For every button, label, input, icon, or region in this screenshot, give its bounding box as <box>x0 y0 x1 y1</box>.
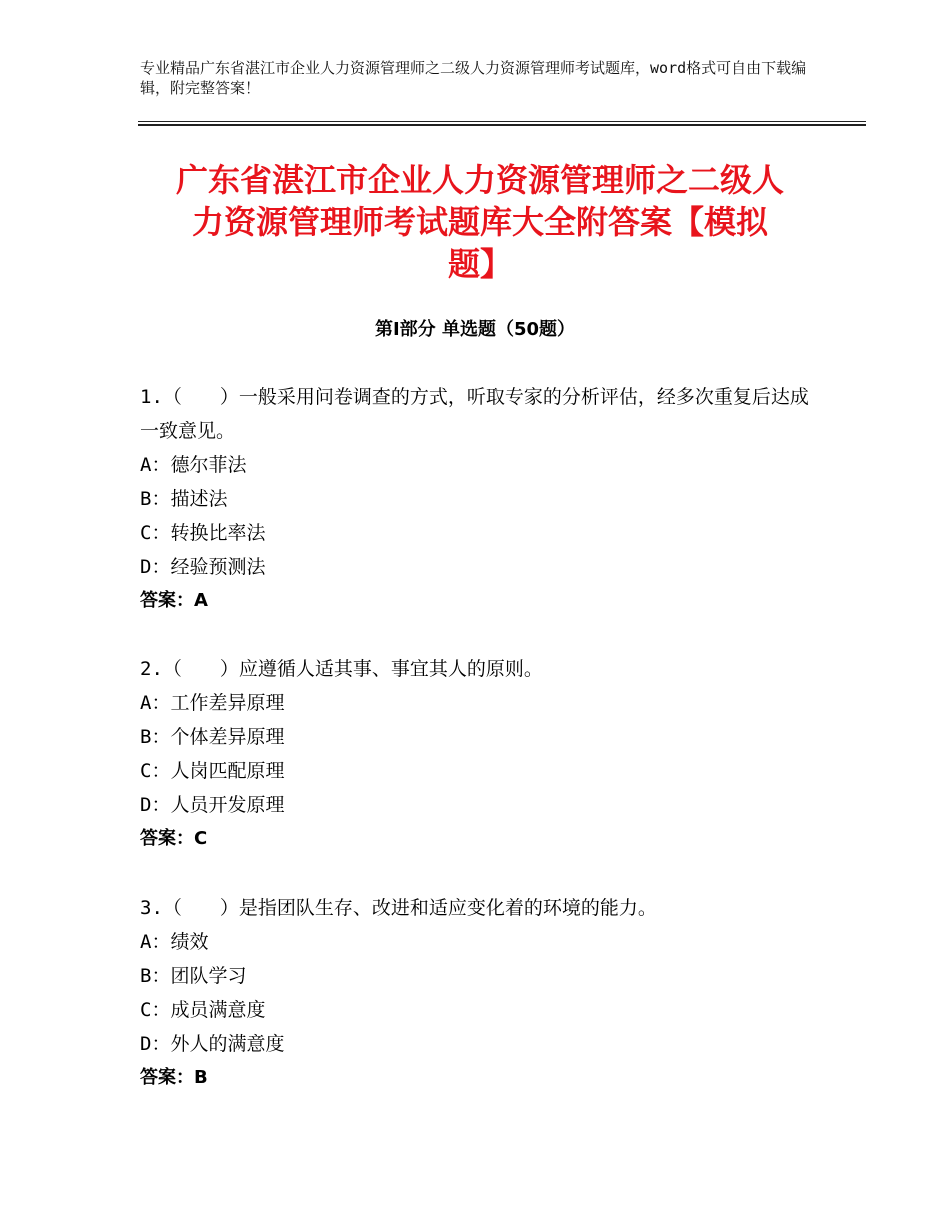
question-stem: 2.（ ）应遵循人适其事、事宜其人的原则。 <box>140 658 543 680</box>
option-a: A：工作差异原理 <box>140 692 285 714</box>
option-a: A：德尔菲法 <box>140 454 247 476</box>
option-b: B：描述法 <box>140 488 228 510</box>
option-b: B：个体差异原理 <box>140 726 285 748</box>
answer: 答案：C <box>140 828 208 849</box>
title-line: 题】 <box>447 245 512 283</box>
option-c: C：成员满意度 <box>140 999 266 1021</box>
title-line: 力资源管理师考试题库大全附答案【模拟 <box>191 203 768 241</box>
answer: 答案：B <box>140 1067 208 1088</box>
header-divider-top <box>138 121 866 122</box>
option-a: A：绩效 <box>140 931 209 953</box>
header-note: 专业精品广东省湛江市企业人力资源管理师之二级人力资源管理师考试题库，word格式可自由下载编辑，附完整答案！ <box>140 59 807 97</box>
question-stem: 1.（ ）一般采用问卷调查的方式，听取专家的分析评估，经多次重复后达成一致意见。 <box>140 386 809 442</box>
header-divider-bottom <box>138 124 866 126</box>
title-line: 广东省湛江市企业人力资源管理师之二级人 <box>175 161 784 199</box>
question-2 <box>140 652 810 856</box>
question-3 <box>140 891 810 1095</box>
option-c: C：人岗匹配原理 <box>140 760 285 782</box>
option-d: D：经验预测法 <box>140 556 266 578</box>
question-stem: 3.（ ）是指团队生存、改进和适应变化着的环境的能力。 <box>140 897 657 919</box>
option-d: D：外人的满意度 <box>140 1033 285 1055</box>
section-title: 第Ⅰ部分 单选题（50题） <box>374 319 575 340</box>
option-d: D：人员开发原理 <box>140 794 285 816</box>
option-b: B：团队学习 <box>140 965 247 987</box>
answer: 答案：A <box>140 590 208 611</box>
question-1 <box>140 380 810 618</box>
option-c: C：转换比率法 <box>140 522 266 544</box>
document-title <box>120 159 840 285</box>
